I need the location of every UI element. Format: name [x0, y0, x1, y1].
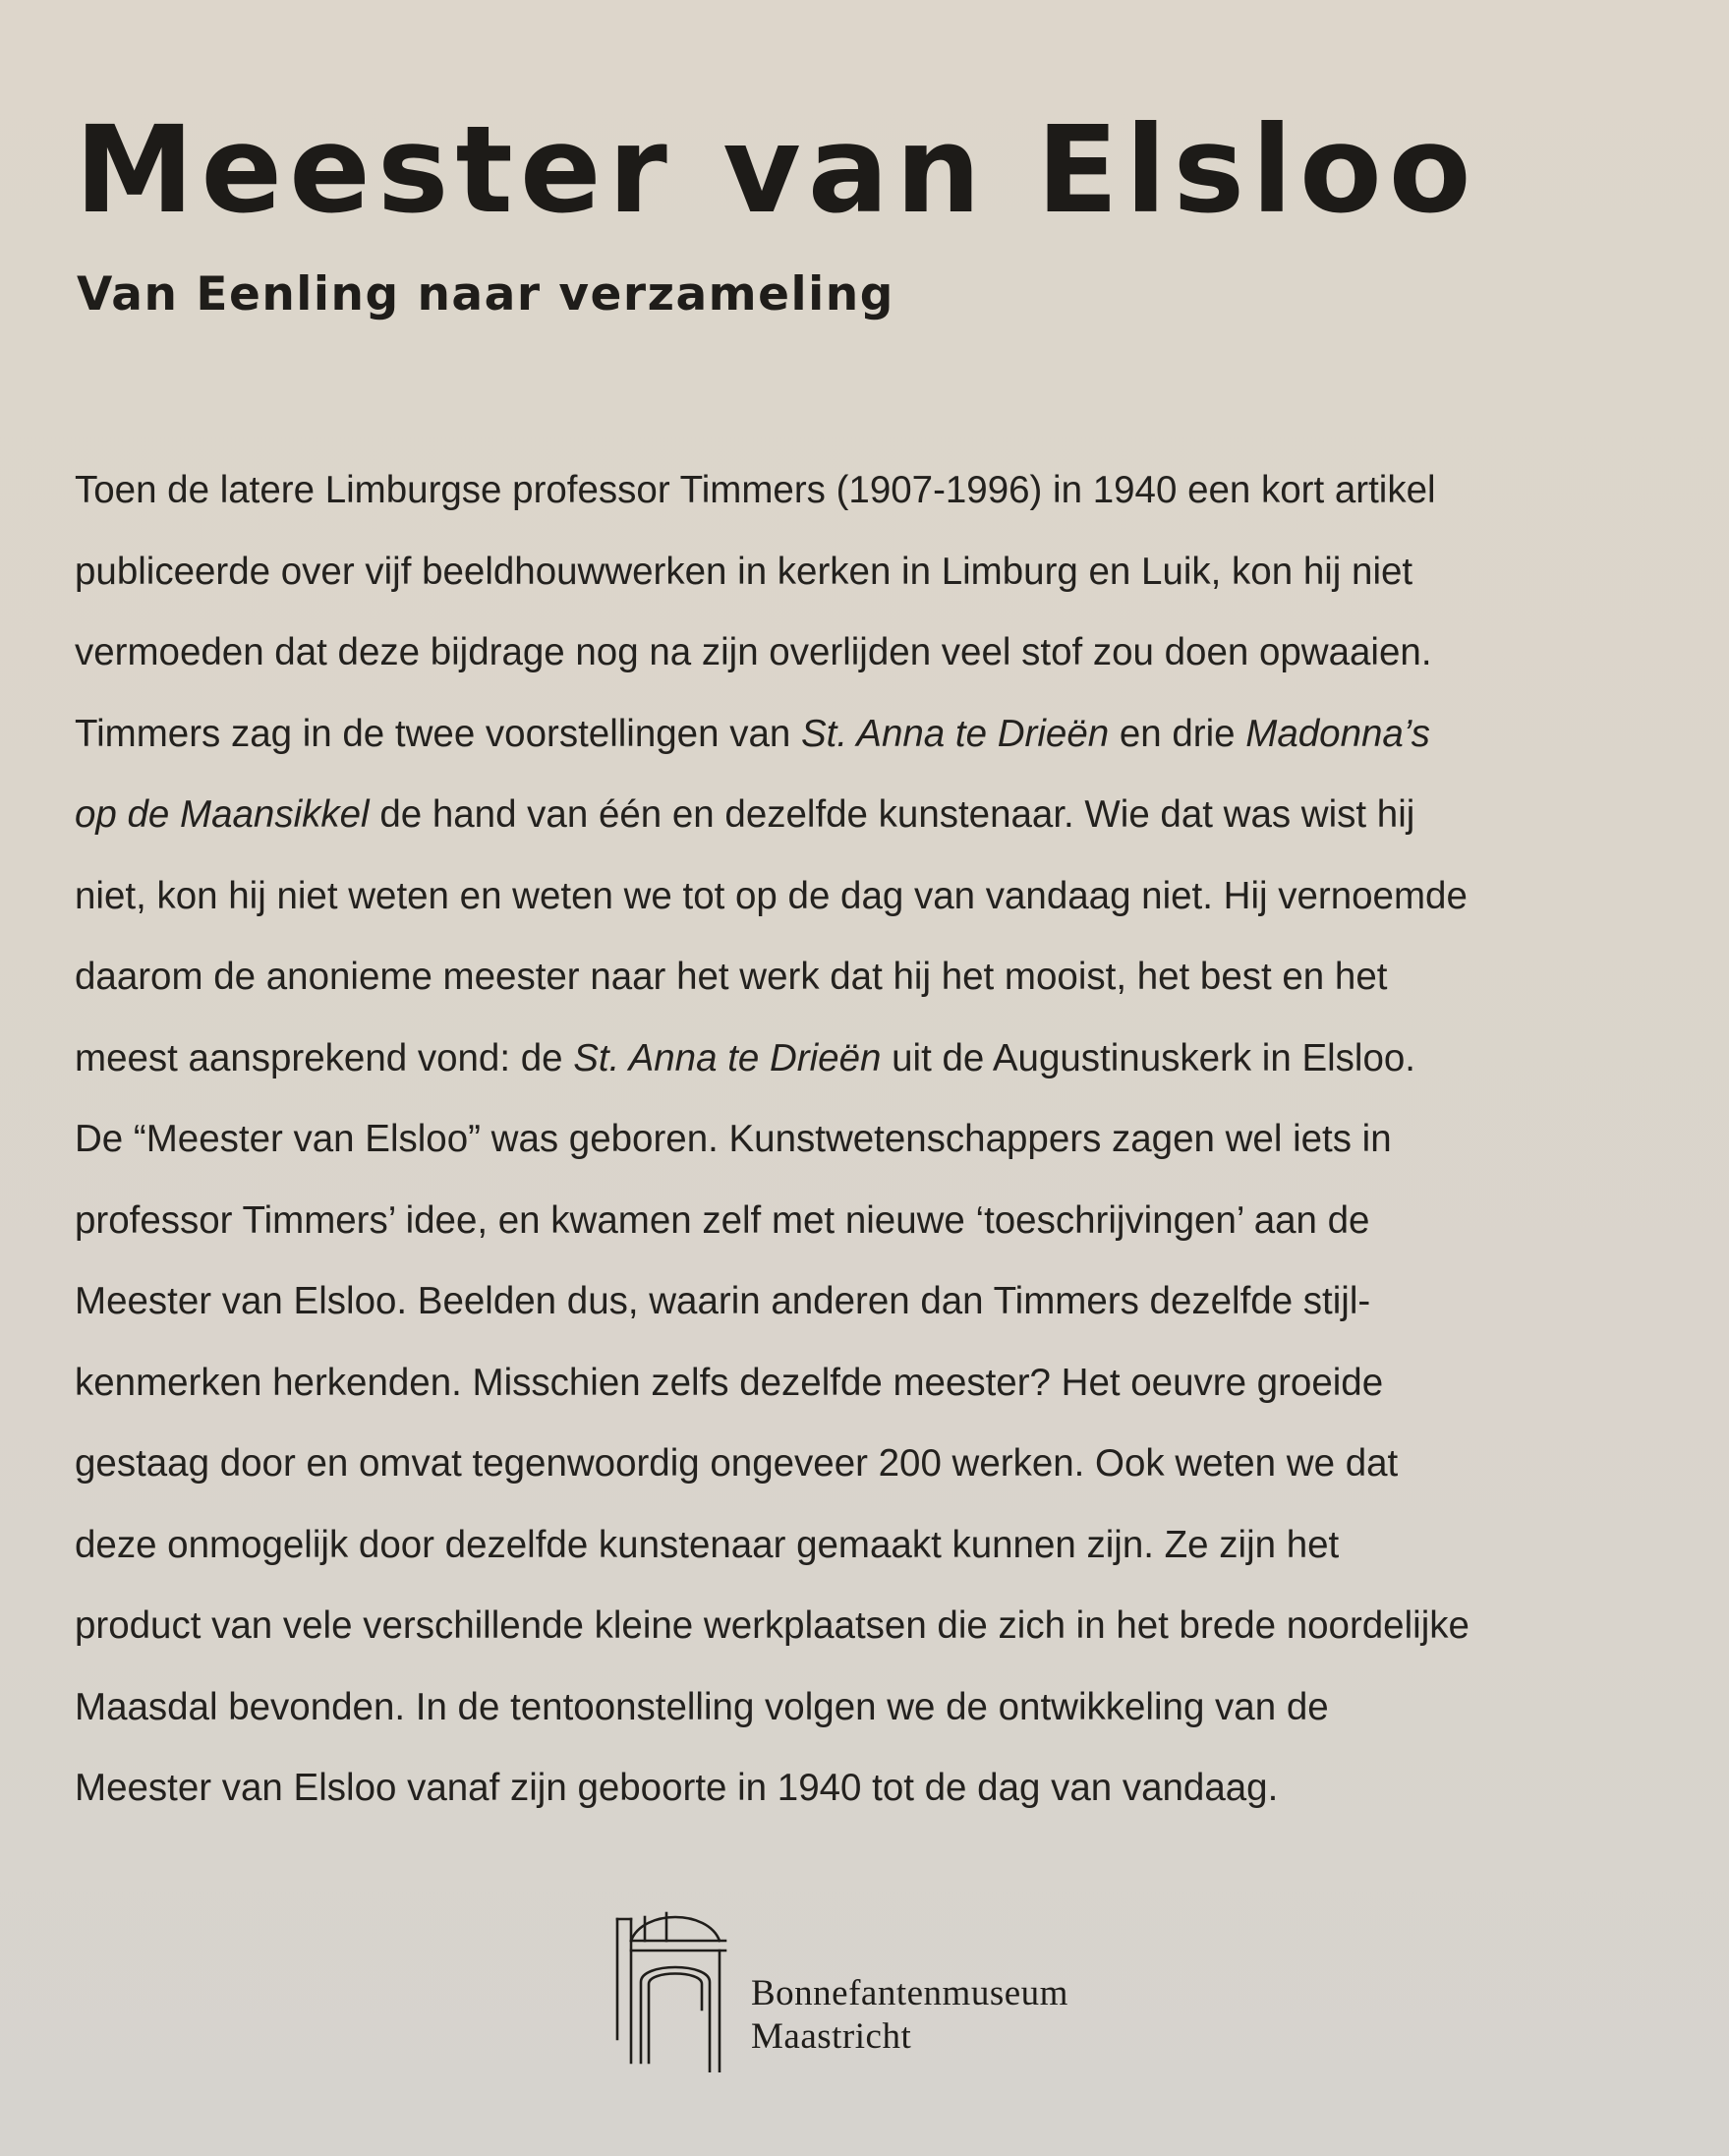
museum-name — [751, 1972, 1068, 2059]
body-line: Maasdal bevonden. In de tentoonstelling volgen we de ontwikkeling van de — [75, 1685, 1329, 1728]
body-line: op de Maansikkel de hand van één en dezelfde kunstenaar. Wie dat was wist hij — [75, 793, 1415, 836]
museum-name-line2: Maastricht — [751, 2016, 912, 2057]
body-text — [75, 450, 1687, 1830]
body-line: vermoeden dat deze bijdrage nog na zijn overlijden veel stof zou doen opwaaien. — [75, 631, 1432, 673]
body-line: meest aansprekend vond: de St. Anna te Drieën uit de Augustinuskerk in Elsloo. — [75, 1036, 1416, 1079]
body-line: professor Timmers’ idee, en kwamen zelf met nieuwe ‘toeschrijvingen’ aan de — [75, 1198, 1370, 1242]
panel-title: Meester van Elsloo — [75, 100, 1478, 240]
panel-subtitle: Van Eenling naar verzameling — [77, 267, 894, 321]
body-line: publiceerde over vijf beeldhouwwerken in kerken in Limburg en Luik, kon hij niet — [75, 550, 1413, 593]
body-line: product van vele verschillende kleine werkplaatsen die zich in het brede noordelijke — [75, 1604, 1470, 1647]
body-line: Meester van Elsloo vanaf zijn geboorte in 1940 tot de dag van vandaag. — [75, 1767, 1279, 1809]
body-line: kenmerken herkenden. Misschien zelfs dezelfde meester? Het oeuvre groeide — [75, 1361, 1384, 1404]
body-line: Toen de latere Limburgse professor Timmers (1907-1996) in 1940 een kort artikel — [75, 469, 1436, 511]
body-line: gestaag door en omvat tegenwoordig ongeveer 200 werken. Ook weten we dat — [75, 1442, 1399, 1485]
body-line: Meester van Elsloo. Beelden dus, waarin anderen dan Timmers dezelfde stijl- — [75, 1280, 1371, 1322]
museum-arch-icon — [613, 1911, 731, 2072]
body-line: De “Meester van Elsloo” was geboren. Kunstwetenschappers zagen wel iets in — [75, 1118, 1392, 1160]
body-line: niet, kon hij niet weten en weten we tot op de dag van vandaag niet. Hij vernoemde — [75, 874, 1468, 917]
museum-name-line1: Bonnefantenmuseum — [751, 1973, 1068, 2013]
body-line: deze onmogelijk door dezelfde kunstenaar gemaakt kunnen zijn. Ze zijn het — [75, 1523, 1340, 1566]
body-line: daarom de anonieme meester naar het werk dat hij het mooist, het best en het — [75, 956, 1388, 998]
museum-logo — [613, 1911, 1124, 2078]
body-line: Timmers zag in de twee voorstellingen van St. Anna te Drieën en drie Madonna’s — [75, 712, 1430, 755]
